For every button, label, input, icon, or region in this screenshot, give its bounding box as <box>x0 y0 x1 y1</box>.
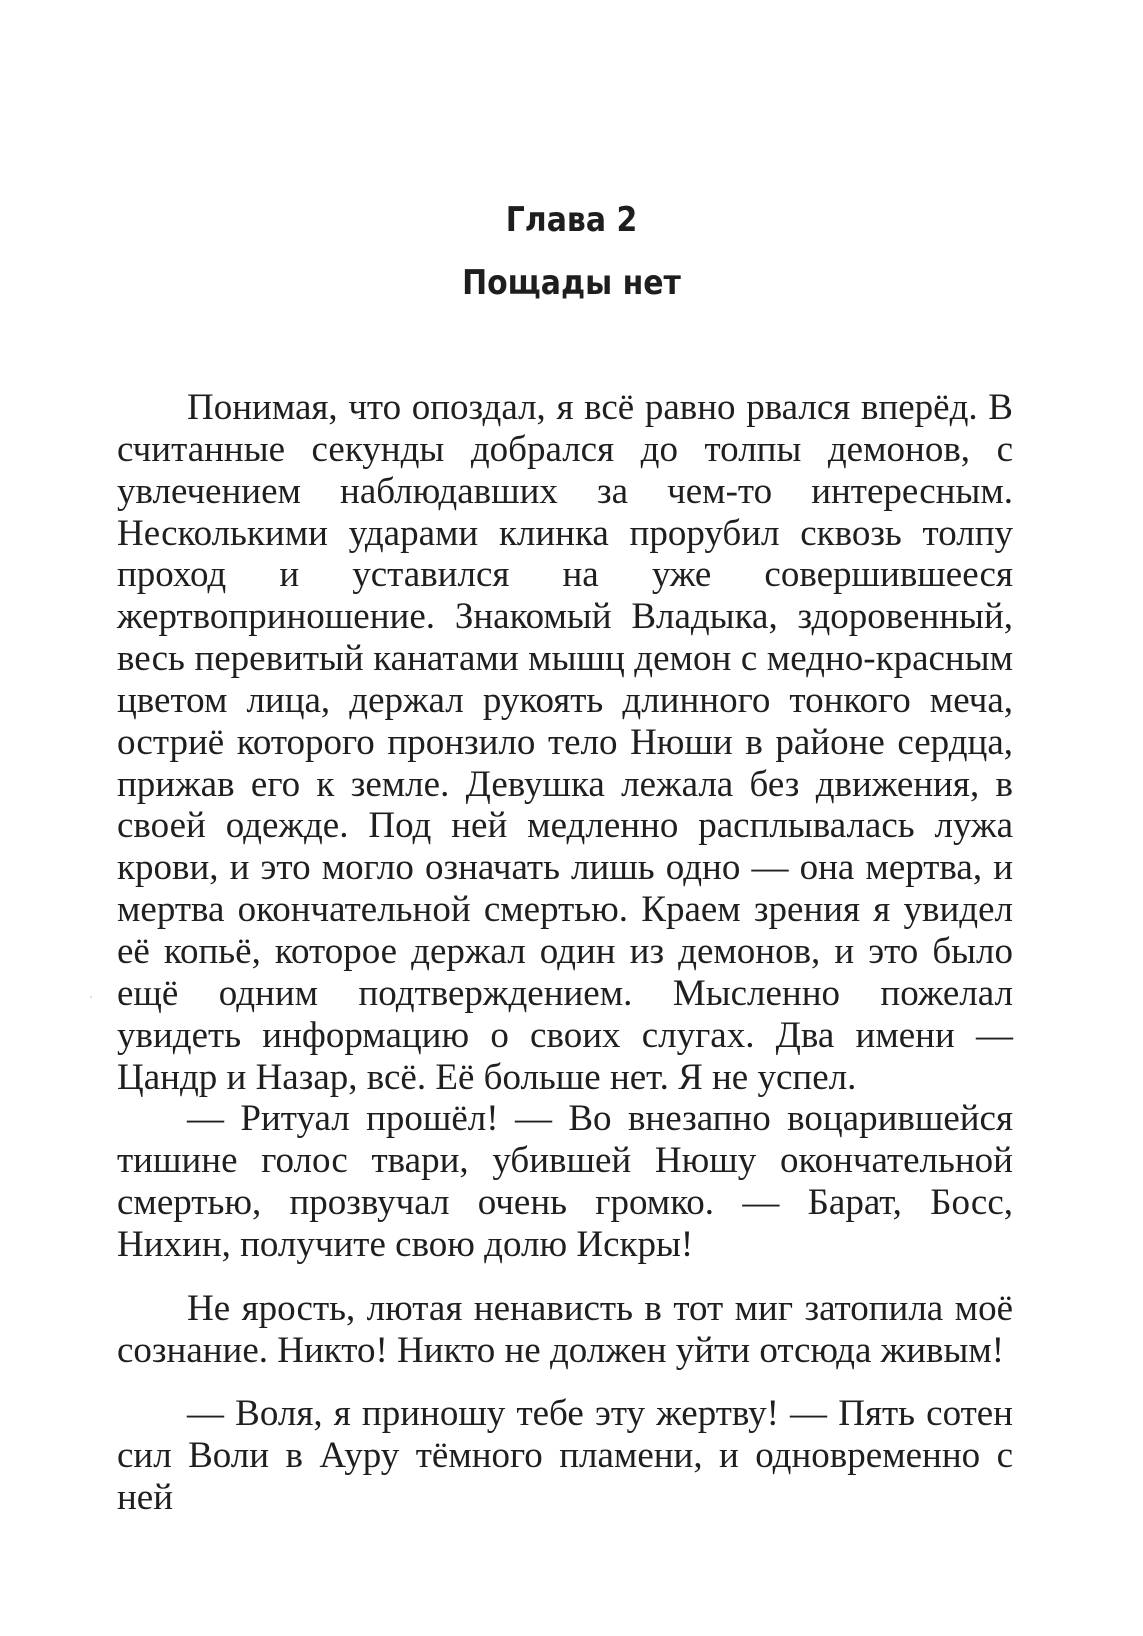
paragraph: Понимая, что опоздал, я всё равно рвался вперёд. В считанные секунды добрался до толпы демонов, с увлечением наблюдавших за чем-то интересным. Несколькими ударами клинка прорубил сквозь толпу проход и уставился на уже совершившееся жертвоприношение. Знакомый Владыка, здоровенный, весь перевитый канатами мышц демон с медно-красным цветом лица, держал рукоять длинного тонкого меча, остриё которого пронзило тело Нюши в районе сердца, прижав его к земле. Девушка лежала без движения, в своей одежде. Под ней медленно расплывалась лужа крови, и это могло означать лишь одно — она мертва, и мертва окончательной смертью. Краем зрения я увидел её копьё, которое держал один из демонов, и это было ещё одним подтверждением. Мысленно пожелал увидеть информацию о своих слугах. Два имени — Цандр и Назар, всё. Её больше нет. Я не успел. <box>117 387 1013 1098</box>
scan-speck <box>90 996 92 998</box>
chapter-body <box>117 387 1013 1519</box>
chapter-number: Глава 2 <box>505 200 638 240</box>
paragraph: — Ритуал прошёл! — Во внезапно воцарившейся тишине голос твари, убившей Нюшу окончательной смертью, прозвучал очень громко. — Барат, Босс, Нихин, получите свою долю Искры! <box>117 1098 1013 1265</box>
paragraph: Не ярость, лютая ненависть в тот миг затопила моё сознание. Никто! Никто не должен уйти отсюда живым! <box>117 1287 1013 1371</box>
paragraph: — Воля, я приношу тебе эту жертву! — Пять сотен сил Воли в Ауру тёмного пламени, и одновременно с ней <box>117 1393 1013 1519</box>
chapter-title: Пощады нет <box>462 263 681 303</box>
